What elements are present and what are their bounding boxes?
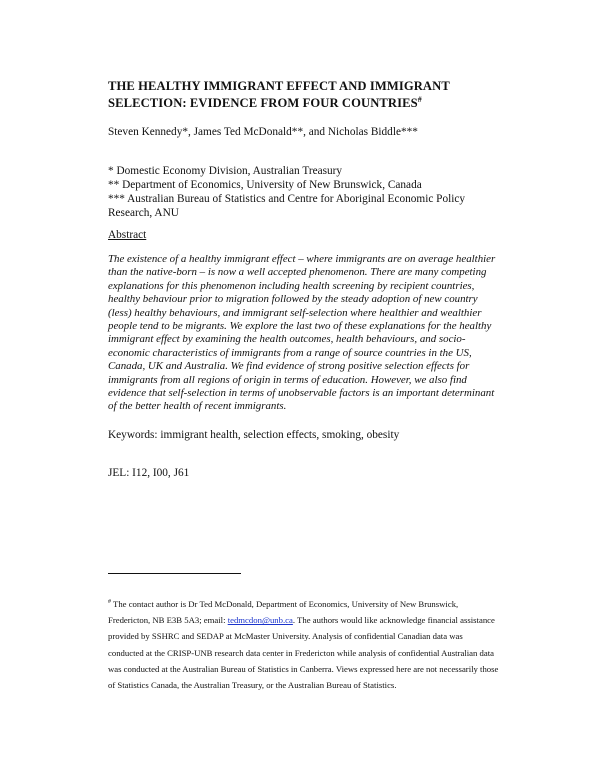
footnote-text-after-email: . The authors would like acknowledge financial assistance provided by SSHRC and SEDAP at McMaster University. Analysis of confidential Canadian data was conducted at the CRISP-UNB research data center in Fredericton while analysis of confidential Australian data was conducted at the Australian Bureau of Statistics in Canberra. Views expressed here are not necessarily those of Statistics Canada, the Australian Treasury, or the Australian Bureau of Statistics. — [108, 615, 499, 691]
footnote — [108, 596, 500, 693]
contact-email-link[interactable]: tedmcdon@unb.ca — [227, 615, 293, 626]
keywords: Keywords: immigrant health, selection effects, smoking, obesity — [108, 429, 400, 441]
paper-title-text: THE HEALTHY IMMIGRANT EFFECT AND IMMIGRANT SELECTION: EVIDENCE FROM FOUR COUNTRIES — [108, 79, 450, 110]
affiliation-unb: ** Department of Economics, University of New Brunswick, Canada — [108, 179, 422, 191]
abstract-heading: Abstract — [108, 229, 147, 241]
abstract-text: The existence of a healthy immigrant effect – where immigrants are on average healthier than the native-born – is now a well accepted phenomenon. There are many competing explanations for this phenomenon including health screening by recipient countries, healthy behaviour prior to migration followed by the steady adoption of new country (less) healthy behaviours, and immigrant self-selection where healthier and wealthier people tend to be migrants. We explore the last two of these explanations for the healthy immigrant effect by examining the health outcomes, health behaviours, and socio-economic characteristics of immigrants from a range of source countries in the US, Canada, UK and Australia. We find evidence of strong positive selection effects for immigrants from all regions of origin in terms of education. However, we also find evidence that self-selection in terms of unobservable factors is an important determinant of the better health of recent immigrants. — [108, 253, 496, 413]
footnote-marker: # — [108, 599, 111, 606]
jel-codes: JEL: I12, I00, J61 — [108, 467, 190, 479]
affiliations — [108, 164, 500, 220]
title-footnote-marker: # — [417, 94, 422, 104]
footnote-divider — [108, 573, 241, 574]
paper-title — [108, 78, 500, 112]
affiliation-abs-anu: *** Australian Bureau of Statistics and Centre for Aboriginal Economic Policy Research, ANU — [108, 193, 466, 219]
footnote-text-before-email: The contact author is Dr Ted McDonald, Department of Economics, University of New Brunswick, Fredericton, NB E3B 5A3; email: — [108, 599, 459, 626]
author-list: Steven Kennedy*, James Ted McDonald**, and Nicholas Biddle*** — [108, 126, 418, 138]
affiliation-treasury: * Domestic Economy Division, Australian Treasury — [108, 165, 343, 177]
